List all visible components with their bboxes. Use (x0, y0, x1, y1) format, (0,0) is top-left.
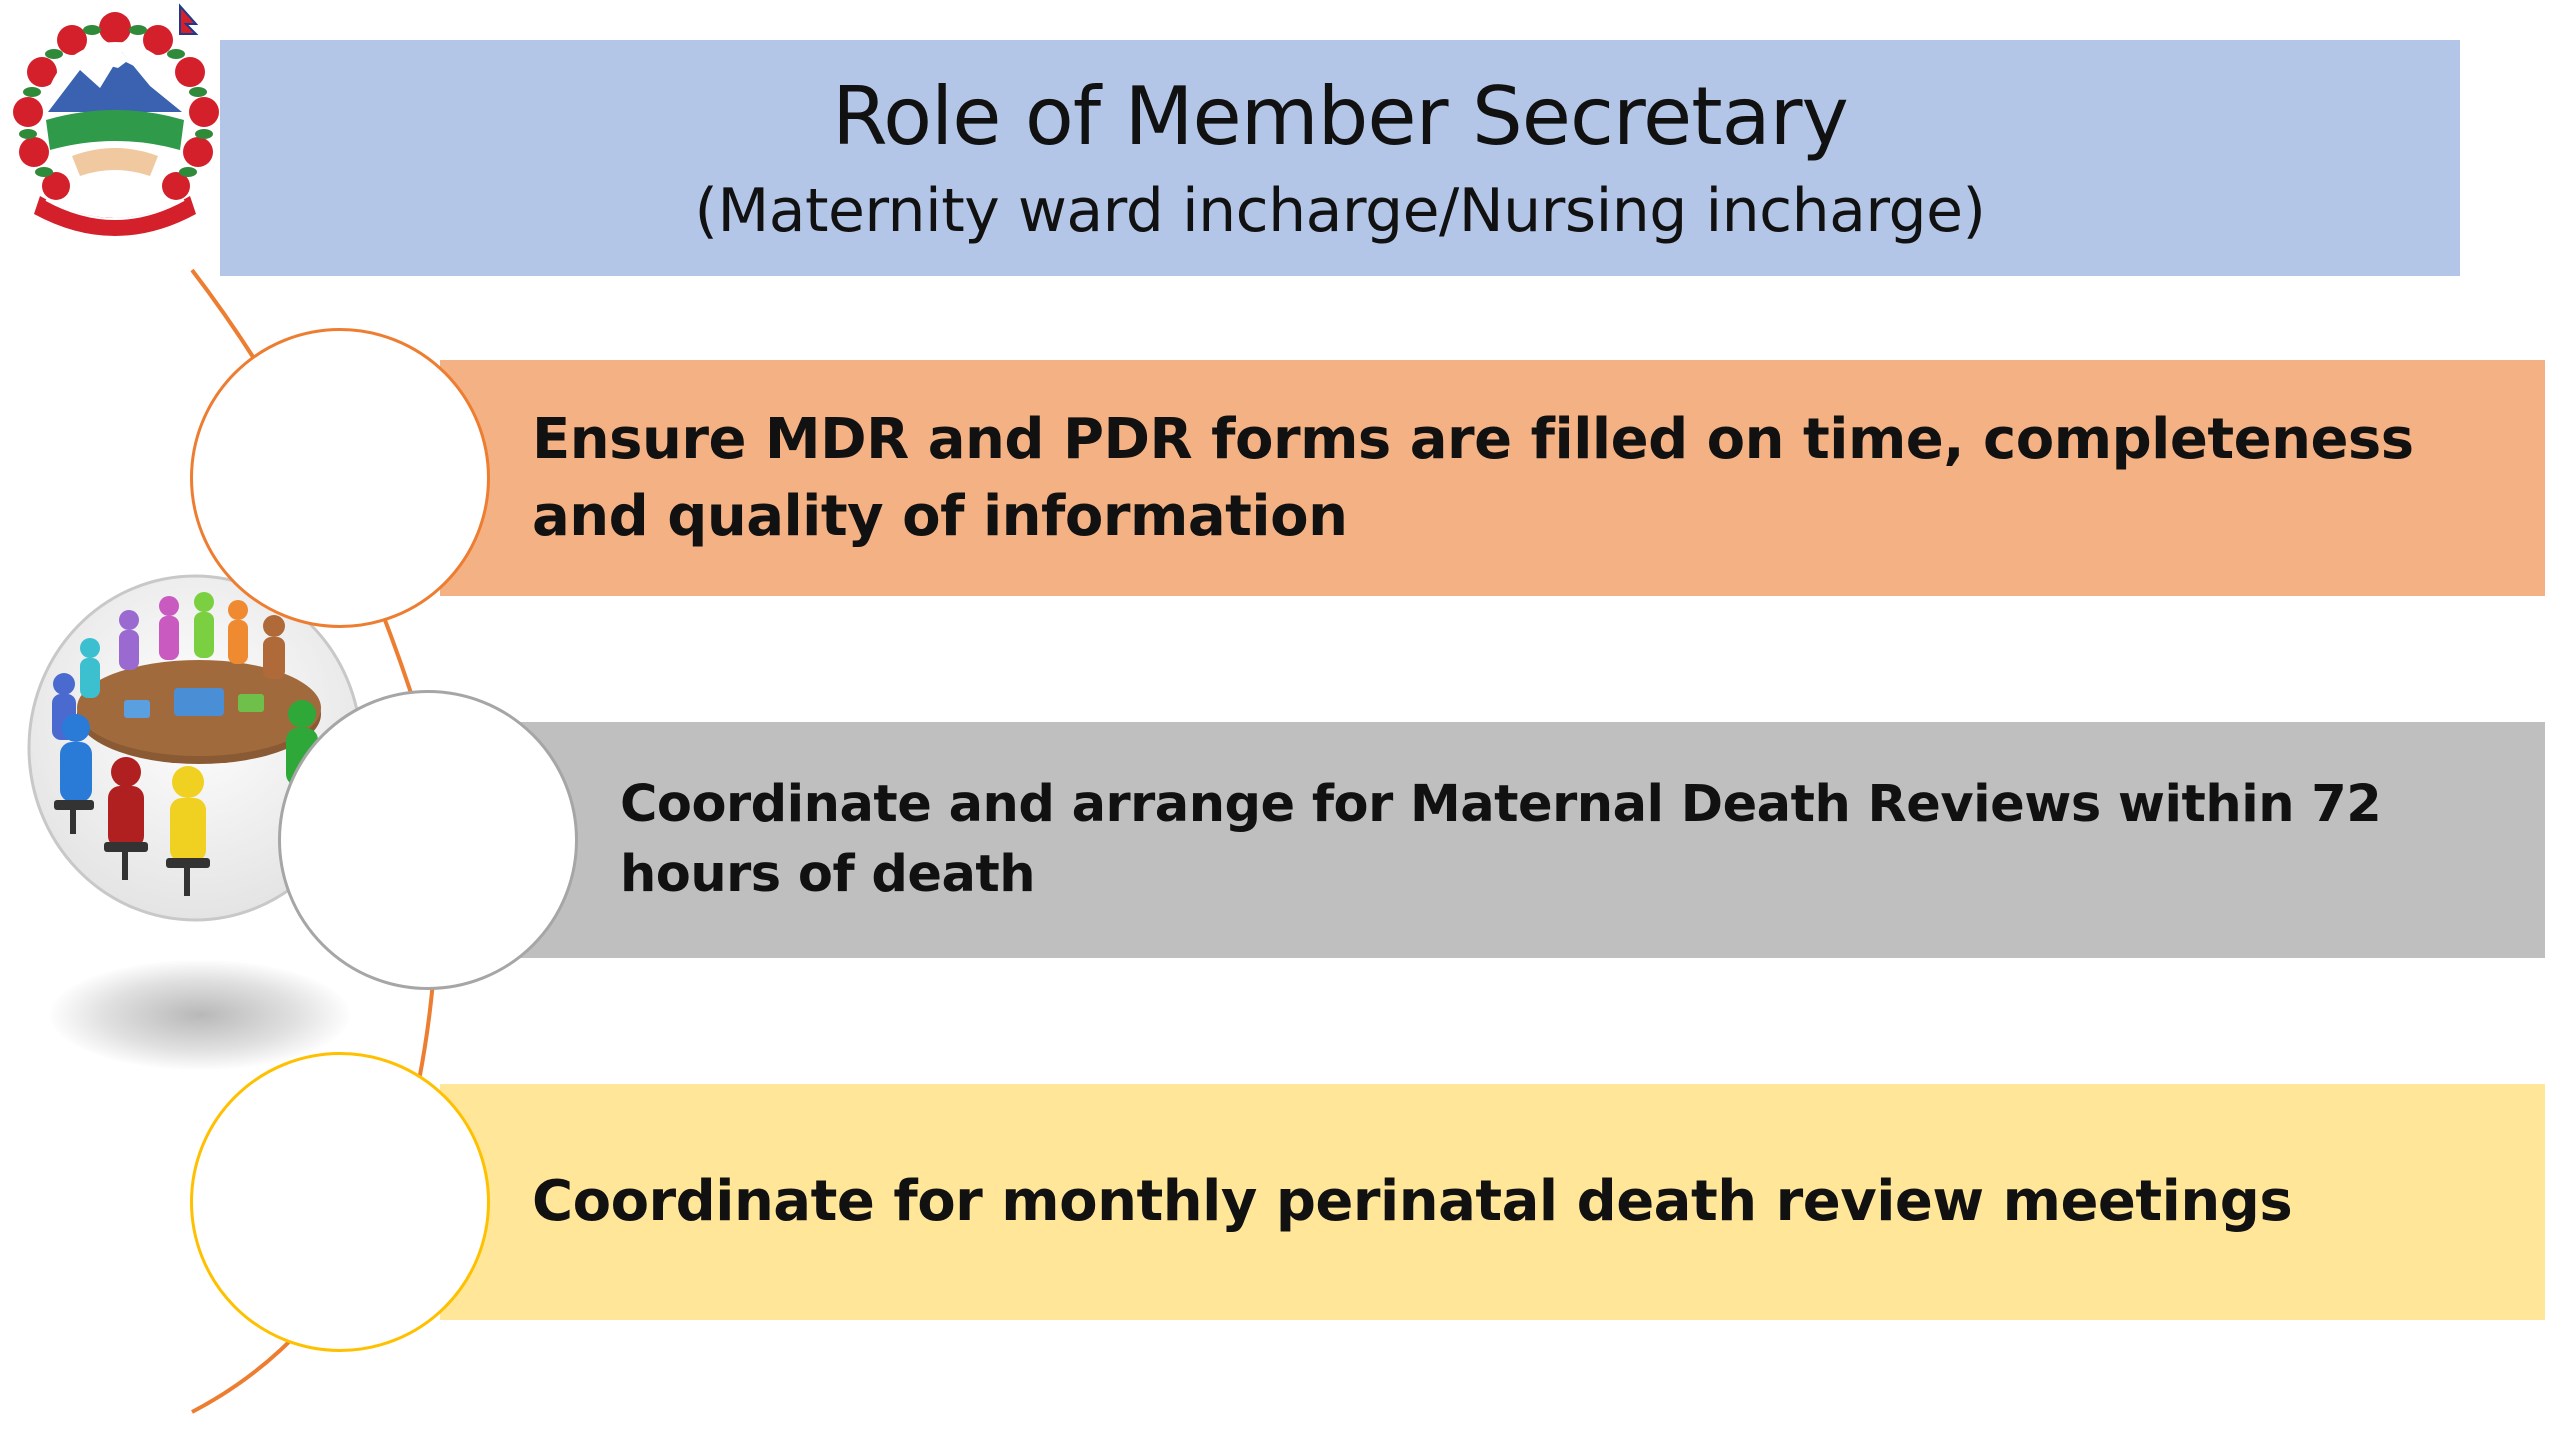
item-text-1: Ensure MDR and PDR forms are filled on time, completeness and quality of information (532, 406, 2414, 549)
item-circle-2 (278, 690, 578, 990)
meeting-shadow (50, 960, 350, 1070)
slide-subtitle: (Maternity ward incharge/Nursing incharge) (694, 176, 1986, 246)
title-box (220, 40, 2460, 276)
item-bar-1 (440, 360, 2545, 596)
slide-title: Role of Member Secretary (832, 70, 1848, 163)
emblem-icon (0, 0, 230, 250)
item-circle-3 (190, 1052, 490, 1352)
item-circle-1 (190, 328, 490, 628)
item-bar-2 (520, 722, 2545, 958)
item-text-3: Coordinate for monthly perinatal death review meetings (532, 1169, 2293, 1235)
item-text-2: Coordinate and arrange for Maternal Death Reviews within 72 hours of death (620, 774, 2382, 904)
item-bar-3 (440, 1084, 2545, 1320)
